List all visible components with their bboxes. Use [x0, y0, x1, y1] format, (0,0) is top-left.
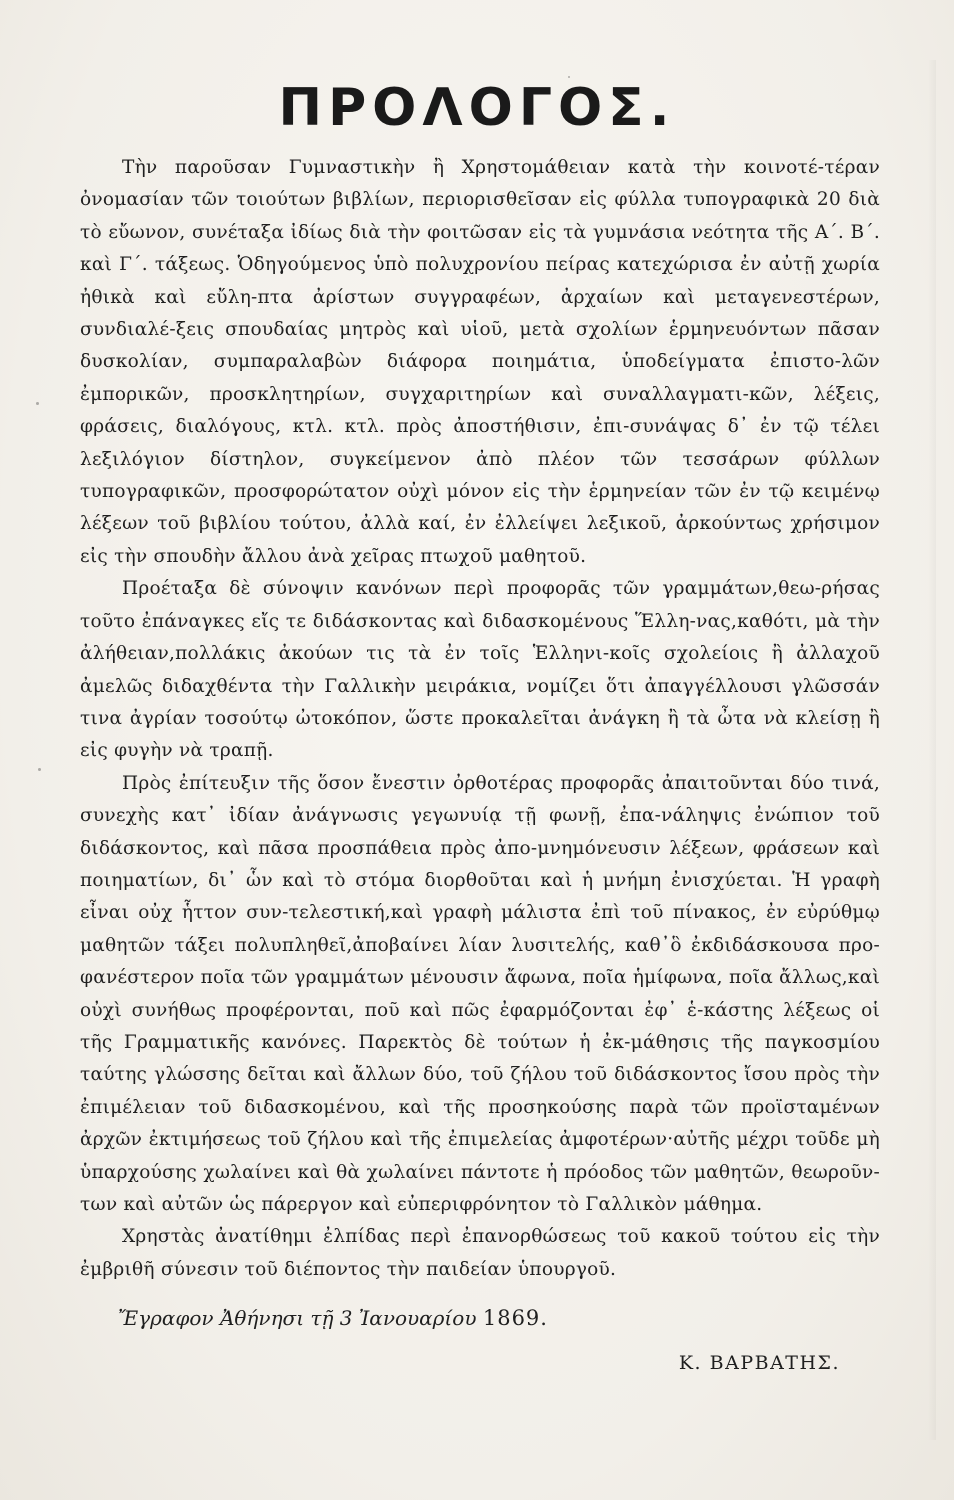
signoff-year: 1869. [482, 1306, 548, 1330]
preface-body [80, 152, 880, 1286]
page-edge-shadow [928, 60, 936, 1440]
paragraph-2: Προέταξα δὲ σύνοψιν κανόνων περὶ προφορᾶς τῶν γραμμάτων,θεω-ρήσας τοῦτο ἐπάναγκες εἴς τε διδάσκοντας καὶ διδασκομένους Ἕλλη-νας,καθότι, μὰ τὴν ἀλήθειαν,πολλάκις ἀκούων τις τὰ ἐν τοῖς Ἑλληνι-κοῖς σχολείοις ἢ ἀλλαχοῦ ἀμελῶς διδαχθέντα τὴν Γαλλικὴν μειράκια, νομίζει ὅτι ἀπαγγέλλουσι γλῶσσάν τινα ἀγρίαν τοσούτῳ ὠτοκόπον, ὥστε προκαλεῖται ἀνάγκη ἢ τὰ ὦτα νὰ κλείσῃ ἢ εἰς φυγὴν νὰ τραπῇ. [80, 578, 880, 762]
print-speck [36, 402, 39, 405]
print-speck [38, 768, 41, 771]
signoff-place-date: Ἔγραφον Ἀθήνησι τῇ 3 Ἰανουαρίου [118, 1306, 477, 1330]
paragraph-4: Χρηστὰς ἀνατίθημι ἐλπίδας περὶ ἐπανορθώσεως τοῦ κακοῦ τούτου εἰς τὴν ἐμβριθῆ σύνεσιν τοῦ διέποντος τὴν παιδείαν ὑπουργοῦ. [80, 1226, 880, 1280]
page-title: ΠΡΟΛΟΓΟΣ. [278, 78, 676, 138]
signoff-line [118, 1306, 548, 1330]
paragraph-1: Τὴν παροῦσαν Γυμναστικὴν ἢ Χρηστομάθειαν κατὰ τὴν κοινοτέ-τέραν ὀνομασίαν τῶν τοιούτων βιβλίων, περιορισθεῖσαν εἰς φύλλα τυπογραφικὰ 20 διὰ τὸ εὔωνον, συνέταξα ἰδίως διὰ τὴν φοιτῶσαν εἰς τὰ γυμνάσια νεότητα τῆς Α΄. Β΄. καὶ Γ΄. τάξεως. Ὁδηγούμενος ὑπὸ πολυχρονίου πείρας κατεχώρισα ἐν αὐτῇ χωρία ἠθικὰ καὶ εὔλη-πτα ἀρίστων συγγραφέων, ἀρχαίων καὶ μεταγενεστέρων, συνδιαλέ-ξεις σπουδαίας μητρὸς καὶ υἱοῦ, μετὰ σχολίων ἑρμηνευόντων πᾶσαν δυσκολίαν, συμπαραλαβὼν διάφορα ποιημάτια, ὑποδείγματα ἐπιστο-λῶν ἐμπορικῶν, προσκλητηρίων, συγχαριτηρίων καὶ συναλλαγματι-κῶν, λέξεις, φράσεις, διαλόγους, κτλ. κτλ. πρὸς ἀποστήθισιν, ἐπι-συνάψας δ᾽ ἐν τῷ τέλει λεξιλόγιον δίστηλον, συγκείμενον ἀπὸ πλέον τῶν τεσσάρων φύλλων τυπογραφικῶν, προσφορώτατον οὐχὶ μόνον εἰς τὴν ἑρμηνείαν τῶν ἐν τῷ κειμένῳ λέξεων τοῦ βιβλίου τούτου, ἀλλὰ καί, ἐν ἐλλείψει λεξικοῦ, ἀρκούντως χρήσιμον εἰς τὴν σπουδὴν ἄλλου ἀνὰ χεῖρας πτωχοῦ μαθητοῦ. [80, 157, 880, 567]
author-signature: Κ. ΒΑΡΒΑΤΗΣ. [678, 1352, 840, 1374]
paragraph-3: Πρὸς ἐπίτευξιν τῆς ὅσον ἔνεστιν ὀρθοτέρας προφορᾶς ἀπαιτοῦνται δύο τινά, συνεχὴς κατ᾽ ἰδίαν ἀνάγνωσις γεγωνυίᾳ τῇ φωνῇ, ἐπα-νάληψις ἐνώπιον τοῦ διδάσκοντος, καὶ πᾶσα προσπάθεια πρὸς ἀπο-μνημόνευσιν λέξεων, φράσεων καὶ ποιηματίων, δι᾽ ὧν καὶ τὸ στόμα διορθοῦται καὶ ἡ μνήμη ἐνισχύεται. Ἡ γραφὴ εἶναι οὐχ ἧττον συν-τελεστική,καὶ γραφὴ μάλιστα ἐπὶ τοῦ πίνακος, ἐν εὐρύθμῳ μαθητῶν τάξει πολυπληθεῖ,ἀποβαίνει λίαν λυσιτελής, καθ᾽ὃ ἐκδιδάσκουσα προ-φανέστερον ποῖα τῶν γραμμάτων μένουσιν ἄφωνα, ποῖα ἡμίφωνα, ποῖα ἄλλως,καὶ οὐχὶ συνήθως προφέρονται, ποῦ καὶ πῶς ἐφαρμόζονται ἐφ᾽ ἑ-κάστης λέξεως οἱ τῆς Γραμματικῆς κανόνες. Παρεκτὸς δὲ τούτων ἡ ἐκ-μάθησις τῆς παγκοσμίου ταύτης γλώσσης δεῖται καὶ ἄλλων δύο, τοῦ ζήλου τοῦ διδάσκοντος ἴσου πρὸς τὴν ἐπιμέλειαν τοῦ διδασκομένου, καὶ τῆς προσηκούσης παρὰ τῶν προϊσταμένων ἀρχῶν ἐκτιμήσεως τοῦ ζήλου καὶ τῆς ἐπιμελείας ἀμφοτέρων·αὐτῆς μέχρι τοῦδε μὴ ὑπαρχούσης χωλαίνει καὶ θὰ χωλαίνει πάντοτε ἡ πρόοδος τῶν μαθητῶν, θεωροῦν-των καὶ αὐτῶν ὡς πάρεργον καὶ εὐπεριφρόνητον τὸ Γαλλικὸν μάθημα. [80, 772, 880, 1215]
print-speck [568, 76, 570, 78]
